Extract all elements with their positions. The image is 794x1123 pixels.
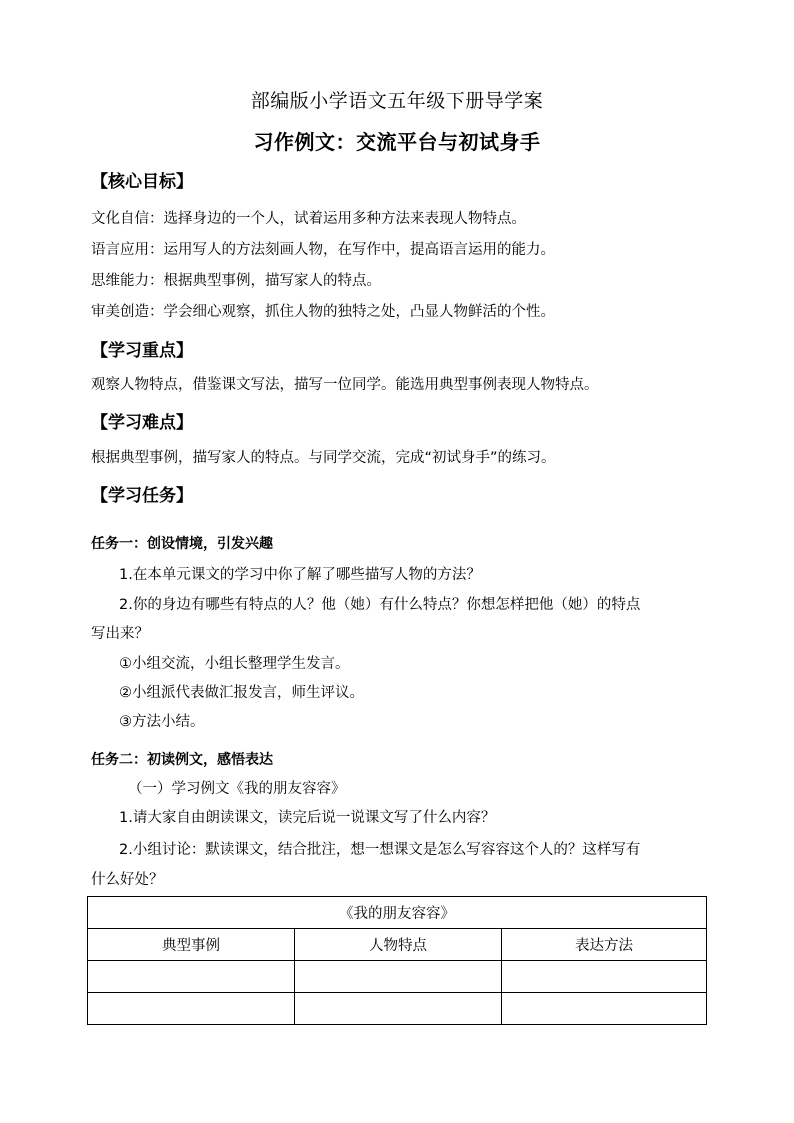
table-header-cell: 人物特点	[295, 929, 502, 961]
section-heading-tasks: 【学习任务】	[91, 486, 193, 506]
task1-question-1: 1.在本单元课文的学习中你了解了哪些描写人物的方法？	[119, 567, 481, 583]
document-title: 部编版小学语文五年级下册导学案	[250, 90, 544, 112]
task1-step-1: ①小组交流，小组长整理学生发言。	[119, 656, 350, 672]
task2-question-2: 2.小组讨论：默读课文，结合批注，想一想课文是怎么写容容这个人的？这样写有	[119, 842, 641, 858]
task1-step-2: ②小组派代表做汇报发言，师生评议。	[119, 685, 364, 701]
core-goal-item: 文化自信：选择身边的一个人，试着运用多种方法来表现人物特点。	[91, 211, 526, 227]
task2-question-2-cont: 什么好处？	[91, 872, 164, 888]
task2-question-1: 1.请大家自由朗读课文，读完后说一说课文写了什么内容？	[119, 810, 496, 826]
table-cell[interactable]	[502, 993, 707, 1025]
table-cell[interactable]	[502, 961, 707, 993]
table-header-cell: 典型事例	[88, 929, 295, 961]
table-cell[interactable]	[88, 993, 295, 1025]
table-cell[interactable]	[88, 961, 295, 993]
core-goal-item: 审美创造：学会细心观察，抓住人物的独特之处，凸显人物鲜活的个性。	[91, 304, 555, 320]
key-points-text: 观察人物特点，借鉴课文写法，描写一位同学。能选用典型事例表现人物特点。	[91, 377, 599, 393]
core-goal-item: 语言应用：运用写人的方法刻画人物，在写作中，提高语言运用的能力。	[91, 242, 555, 258]
task1-step-3: ③方法小结。	[119, 714, 205, 730]
table-row	[88, 961, 707, 993]
task1-title: 任务一：创设情境，引发兴趣	[91, 536, 273, 552]
table-header-cell: 表达方法	[502, 929, 707, 961]
task1-question-2-cont: 写出来？	[91, 626, 149, 642]
table-cell[interactable]	[295, 993, 502, 1025]
section-heading-core-goals: 【核心目标】	[91, 172, 193, 192]
task2-title: 任务二：初读例文，感悟表达	[91, 752, 273, 768]
table-caption-row	[88, 897, 707, 929]
task1-question-2: 2.你的身边有哪些有特点的人？他（她）有什么特点？你想怎样把他（她）的特点	[119, 597, 641, 613]
table-caption: 《我的朋友容容》	[88, 897, 707, 929]
task2-subheading: （一）学习例文《我的朋友容容》	[128, 781, 346, 797]
table-header-row	[88, 929, 707, 961]
document-subtitle: 习作例文：交流平台与初试身手	[253, 130, 541, 154]
core-goal-item: 思维能力：根据典型事例，描写家人的特点。	[91, 273, 381, 289]
analysis-table	[87, 896, 707, 1025]
section-heading-difficulties: 【学习难点】	[91, 413, 193, 433]
table-cell[interactable]	[295, 961, 502, 993]
table-row	[88, 993, 707, 1025]
difficulties-text: 根据典型事例，描写家人的特点。与同学交流，完成“初试身手”的练习。	[91, 450, 556, 466]
section-heading-key-points: 【学习重点】	[91, 341, 193, 361]
